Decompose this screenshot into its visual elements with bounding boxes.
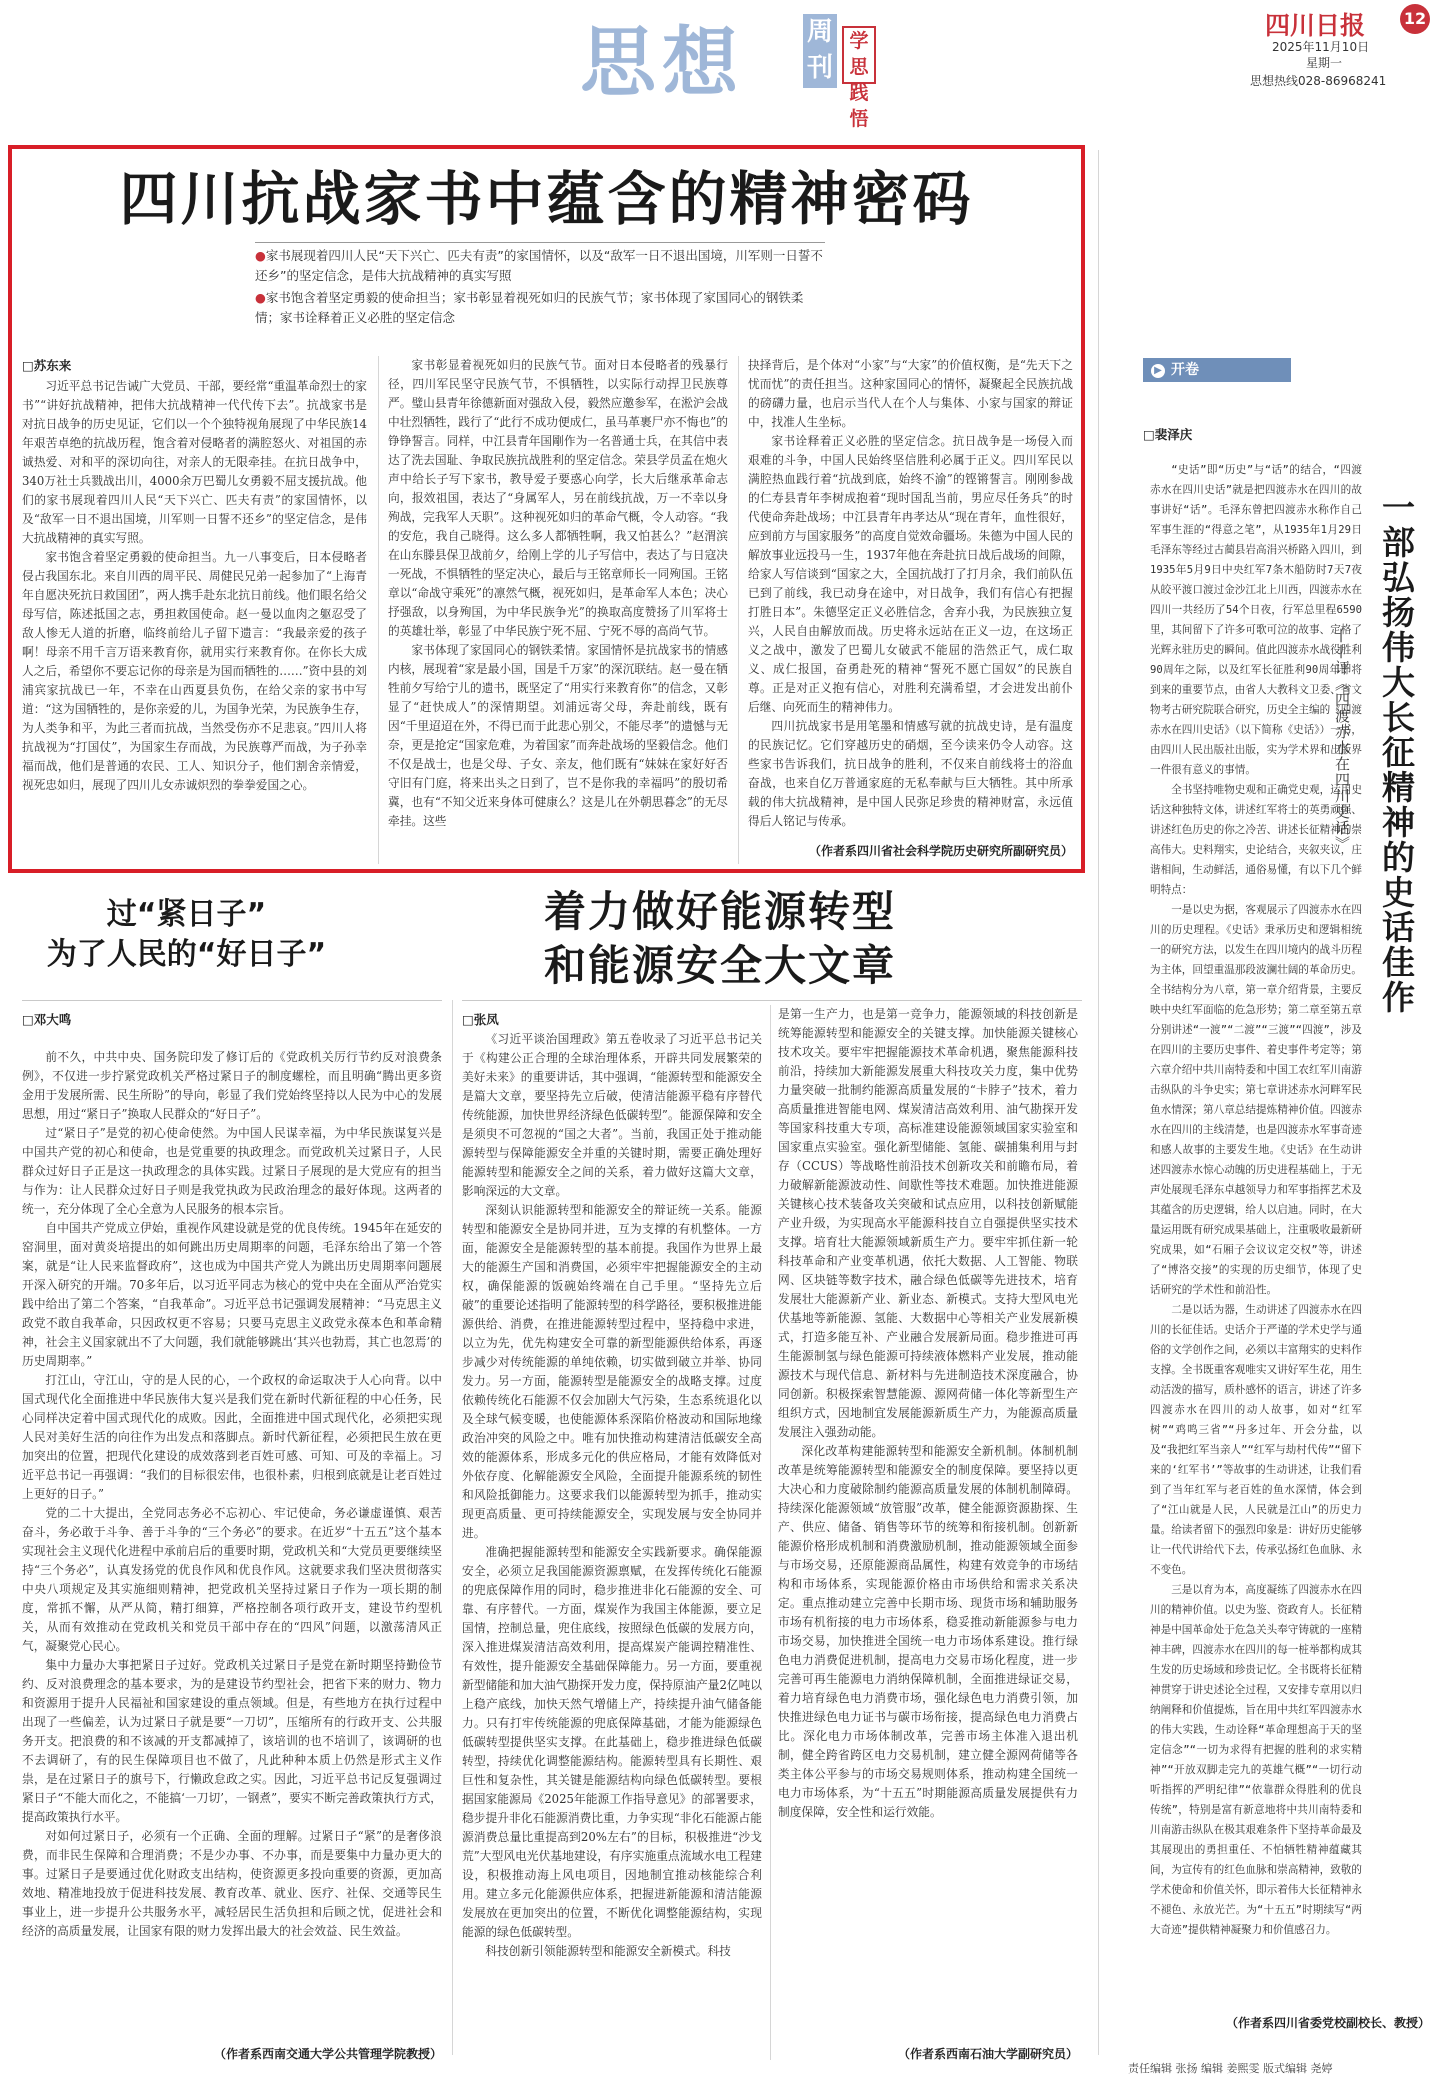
article-subtitle: ——评《四渡赤水在四川史话》	[1333, 628, 1351, 852]
paragraph: 前不久，中共中央、国务院印发了修订后的《党政机关厉行节约反对浪费条例》，不仅进一步拧紧党政机关严格过紧日子的制度螺栓，而且明确“腾出更多资金用于发展所需、民生所盼”的导向，彰显了我们党始终坚持以人民为中心的发展思想，用过“紧日子”换取人民群众的“好日子”。	[22, 1050, 442, 1121]
paragraph: 三是以育为本，高度凝练了四渡赤水在四川的精神价值。以史为鉴、资政育人。长征精神是中国革命处于危急关头奉守铸就的一座精神丰碑，四渡赤水在四川的每一桩举都构成其生发的历史场域和珍贵记忆。全书既将长征精神贯穿于讲史述论全过程，又安排专章用以归纳阐释和价值提炼，旨在用中共红军四渡赤水的伟大实践，生动诠释“革命理想高于天的坚定信念”“一切为求得有把握的胜利的求实精神”“开放双脚走完九的英雄气概”“一切行动听指挥的严明纪律”“依靠群众得胜利的优良传统”，特别是富有新意地将中共川南特委和川南游击纵队在极其艰难条件下坚持革命最及其展现出的勇担重任、不怕牺牲精神蕴藏其间，为宣传有的红色血脉和崇高精神，致敬的学术使命和价值关怀，即示着伟大长征精神永不褪色、永放光芒。为“十五五”时期续写“两大奇迹”提供精神凝聚力和价值感召力。	[1150, 1584, 1362, 1936]
author-credit: （作者系西南交通大学公共管理学院教授）	[213, 2047, 442, 2061]
paragraph: 深刻认识能源转型和能源安全的辩证统一关系。能源转型和能源安全是协同并进，互为支撑的有机整体。一方面，能源安全是能源转型的基本前提。我国作为世界上最大的能源生产国和消费国，必须牢牢把握能源安全的主动权，确保能源的饭碗始终端在自己手里。“坚持先立后破”的重要论述指明了能源转型的科学路径，要积极推进能源供给、消费，在推进能源转型过程中，坚持稳中求进，以立为先，优先构建安全可靠的新型能源供给体系，再逐步减少对传统能源的单纯依赖，切实做到破立并举、协同发力。另一方面，能源转型是能源安全的战略支撑。过度依赖传统化石能源不仅会加剧大气污染，生态系统退化以及全球气候变暖，也使能源体系深陷价格波动和国际地缘政治冲突的风险之中。唯有加快推动构建清洁低碳安全高效的能源体系，形成多元化的供应格局，才能有效降低对外依存度、化解能源安全风险，全面提升能源系统的韧性和风险抵御能力。这要求我们以能源转型为抓手，推动实现更高质量、更可持续能源安全，实现发展与安全协同并进。	[462, 1203, 762, 1540]
paragraph: 集中力量办大事把紧日子过好。党政机关过紧日子是党在新时期坚持勤俭节约、反对浪费理念的基本要求，为的是建设节约型社会，把省下来的财力、物力和资源用于提升人民福祉和国家建设的重点领域。但是，有些地方在执行过程中出现了一些偏差，认为过紧日子就是要“一刀切”，压缩所有的行政开支、公共服务开支。把浪费的和不该减的开支都减掉了，该培训的也不培训了，该调研的也不去调研了，有的民生保障项目也不做了，凡此种种本质上仍然是形式主义作祟，是在过紧日子的旗号下，行懒政怠政之实。因此，习近平总书记反复强调过紧日子“不能大而化之，不能搞‘一刀切’，一钢煮”，要实不断完善政策执行方式，提高政策执行水平。	[22, 1658, 442, 1824]
paragraph: 科技创新引领能源转型和能源安全新模式。科技	[485, 1944, 731, 1958]
weekly-label: 周刊	[803, 14, 837, 88]
article-title	[14, 895, 359, 975]
author-credit: （作者系四川省委党校副校长、教授）	[1225, 2016, 1430, 2030]
summary-point: 家书展现着四川人民“天下兴亡、匹夫有责”的家国情怀，以及“敌军一日不退出国境，川军则一日誓不还乡”的坚定信念，是伟大抗战精神的真实写照	[255, 248, 823, 283]
column-divider	[770, 1005, 771, 2060]
kaijuan-tag	[1143, 358, 1291, 382]
article-author: □张凤	[462, 1012, 499, 1027]
article-title: 一部弘扬伟大长征精神的史话佳作	[1377, 490, 1416, 1015]
column-divider	[738, 356, 739, 864]
title-line: 和能源安全大文章	[543, 941, 896, 990]
newspaper-name: 四川日报	[1265, 11, 1366, 40]
paragraph: 准确把握能源转型和能源安全实践新要求。确保能源安全，必须立足我国能源资源禀赋，在发挥传统化石能源的兜底保障作用的同时，稳步推进非化石能源的安全、可靠、有序替代。一方面，煤炭作为我国主体能源，要立足国情，控制总量，兜住底线，按照绿色低碳的发展方向，深入推进煤炭清洁高效利用，提高煤炭产能调控精准性、有效性，提升能源安全基础保障能力。另一方面，要重视新型储能和加大油气勘探开发力度，保持原油产量2亿吨以上稳产底线，加快天然气增储上产，持续提升油气储备能力。只有打牢传统能源的兜底保障基础，才能为能源绿色低碳转型提供坚实支撑。在此基础上，稳步推进绿色低碳转型，持续优化调整能源结构。能源转型具有长期性、艰巨性和复杂性，其关键是能源结构向绿色低碳转型。要根据国家能源局《2025年能源工作指导意见》的部署要求，稳步提升非化石能源消费比重，力争实现“非化石能源占能源消费总量比重提高到20%左右”的目标，积极推进“沙戈荒”大型风电光伏基地建设，有序实施重点流域水电工程建设，积极推动海上风电项目，因地制宜推动核能综合利用。建立多元化能源供应体系，把握进新能源和清洁能源发展放在更加突出的位置，不断优化调整能源结构，实现能源的绿色低碳转型。	[462, 1545, 762, 1939]
publish-date: 2025年11月10日	[1272, 40, 1370, 54]
author-credit: （作者系西南石油大学副研究员）	[897, 2047, 1078, 2061]
paragraph: 是第一生产力，也是第一竞争力，能源领域的科技创新是统筹能源转型和能源安全的关键支撑。加快能源关键核心技术攻关。要牢牢把握能源技术革命机遇，聚焦能源科技前沿，持续加大新能源发展重大科技攻关力度，集中优势力量突破一批制约能源高质量发展的“卡脖子”技术，着力高质量推进智能电网、煤炭清洁高效利用、油气勘探开发等国家科技重大专项，高标准建设能源领域国家实验室和国家重点实验室。强化新型储能、氢能、碳捕集利用与封存（CCUS）等战略性前沿技术创新攻关和前瞻布局，着力破解新能源波动性、间歇性等技术难题。加快推进能源关键核心技术装备攻关突破和试点应用，以科技创新赋能产业升级，为实现高水平能源科技自立自强提供坚实技术支撑。培育壮大能源领域新质生产力。要牢牢抓住新一轮科技革命和产业变革机遇，依托大数据、人工智能、物联网、区块链等数字技术，融合绿色低碳等先进技术，培育发展壮大能源新产业、新业态、新模式。支持大型风电光伏基地等新能源、氢能、大数据中心等相关产业发展新模式，打造多能互补、产业融合发展新局面。稳步推进可再生能源制氢与绿色能源可持续液体燃料产业发展，推动能源技术与现代信息、新材料与先进制造技术深度融合，协同创新。积极探索智慧能源、源网荷储一体化等新型生产组织方式，因地制宜发展能源新质生产力，为能源高质量发展注入强劲动能。	[778, 1007, 1078, 1439]
article-column	[748, 356, 1073, 834]
paragraph: 对如何过紧日子，必须有一个正确、全面的理解。过紧日子“紧”的是奢侈浪费，而非民生保障和合理消费；不是少办事、不办事，而是要集中力量办更大的事。过紧日子是要通过优化财政支出结构，使资源更多投向重要的资源，更加高效地、精准地投放于促进科技发展、教育改革、就业、医疗、社保、交通等民生事业上，进一步提升公共服务水平，减轻居民生活负担和后顾之忧，促进社会和经济的高质量发展，让国家有限的财力发挥出最大的社会效益、民生效益。	[22, 1829, 442, 1938]
article-author: □邓大鸣	[22, 1012, 72, 1027]
paragraph: 抉择背后，是个体对“小家”与“大家”的价值权衡，是“先天下之忧而忧”的责任担当。这种家国同心的情怀，凝聚起全民族抗战的磅礴力量，也启示当代人在个人与集体、小家与国家的辩证中，找准人生坐标。	[748, 358, 1073, 429]
paragraph: 党的二十大提出，全党同志务必不忘初心、牢记使命，务必谦虚谨慎、艰苦奋斗，务必敢于斗争、善于斗争的“三个务必”的要求。在近岁“十五五”这个基本实现社会主义现代化进程中承前启后的重要时期，党政机关和“大党员更要继续坚持“三个务必”，认真发扬党的优良作风和优良作风。这就要求我们坚决贯彻落实中央八项规定及其实施细则精神，把党政机关坚持过紧日子作为一项长期的制度，常抓不懈，从严从简，精打细算，严格控制各项行政开支，建设节约型机关，从而有效推动在党政机关和党员干部中存在的“四风”问题，以激荡清风正气，凝聚党心民心。	[22, 1506, 442, 1653]
paragraph: 自中国共产党成立伊始，重视作风建设就是党的优良传统。1945年在延安的窑洞里，面对黄炎培提出的如何跳出历史周期率的问题，毛泽东给出了第一个答案，就是“让人民来监督政府”，这也成为中国共产党人为跳出历史周期率问题展开深入研究的开端。70多年后，以习近平同志为核心的党中央在全面从严治党实践中给出了第二个答案，“自我革命”。习近平总书记强调发展精神：“马克思主义政党不敢自我革命，只因政权更不容易；只要马克思主义政党永葆本色和革命精神，社会主义国家就出不了大问题，我们就能够跳出‘其兴也勃焉，其亡也忽焉’的历史周期率。”	[22, 1221, 442, 1368]
summary-point: 家书饱含着坚定勇毅的使命担当；家书彰显着视死如归的民族气节；家书体现了家国同心的钢铁柔情；家书诠释着正义必胜的坚定信念	[255, 290, 804, 325]
play-icon: ▶	[1151, 364, 1165, 378]
author-credit: （作者系四川省社会科学院历史研究所副研究员）	[808, 844, 1073, 858]
title-line: 过“紧日子”	[106, 897, 267, 932]
paragraph: 打江山，守江山，守的是人民的心，一个政权的命运取决于人心向背。以中国式现代化全面推进中华民族伟大复兴是我们党在新时代新征程的中心任务，民心同样决定着中国式现代化的成败。因此，全面推进中国式现代化，必须把实现人民对美好生活的向往作为出发点和落脚点。新时代新征程，必须把民生放在更加突出的位置，把现代化建设的成效落到老百姓可感、可知、可及的幸福上。习近平总书记一再强调：“我们的目标很宏伟，也很朴素，归根到底就是让老百姓过上更好的日子。”	[22, 1373, 442, 1501]
article-title: 四川抗战家书中蕴含的精神密码	[119, 165, 974, 233]
column-divider	[452, 1000, 453, 2055]
paragraph: 二是以话为器，生动讲述了四渡赤水在四川的长征佳话。史话介于严谨的学术史学与通俗的文学创作之间，必须以丰富翔实的史料作支撑。全书既重客观唯实又讲好军生花，用生动活泼的描写，质朴感怀的语言，讲述了许多四渡赤水在四川的动人故事，如对“红军树”“鸡鸣三省”“丹多过年、开会分盐，以及“我把红军当亲人”“红军与劫村代传”“留下来的‘红军书’”等故事的生动讲述，让我们看到了当年红军与老百姓的鱼水深情，体会到了“江山就是人民，人民就是江山”的历史力量。给读者留下的强烈印象是：讲好历史能够让一代代讲给代下去，传承弘扬红色血脉、永不变色。	[1150, 1304, 1362, 1576]
article-column	[22, 377, 367, 865]
article-summary	[255, 246, 825, 330]
article-column	[1150, 460, 1362, 2010]
title-line: 着力做好能源转型	[543, 887, 896, 936]
title-line: 为了人民的“好日子”	[46, 937, 327, 972]
article-column	[462, 1030, 762, 2060]
column-divider	[1098, 150, 1099, 2055]
tag-label: 开卷	[1171, 362, 1199, 378]
paragraph: “史话”即“历史”与“话”的结合，“四渡赤水在四川史话”就是把四渡赤水在四川的故事讲好“话”。毛泽东曾把四渡赤水称作自己军事生涯的“得意之笔”，从1935年1月29日毛泽东等经过古蔺县岩高涓兴桥路入四川，到1935年5月9日中央红军7条木船防时7天7夜从皎平渡口渡过金沙江北上川西，四渡赤水在四川一共经历了54个日夜，行军总里程6590里，其间留下了许多可歌可泣的故事、定格了光辉永驻历史的瞬间。值此四渡赤水战役胜利90周年之际，以及红军长征胜利90周年即将到来的重要节点，由省人大教科文卫委、省文物考古研究院联合研究，历史全主编的《四渡赤水在四川史话》（以下简称《史话》）一书，由四川人民出版社出版，实为学术界和出版界一件很有意义的事情。	[1150, 464, 1362, 776]
article-author: □裴泽庆	[1143, 427, 1193, 442]
column-divider	[378, 356, 379, 864]
paragraph: 深化改革构建能源转型和能源安全新机制。体制机制改革是统筹能源转型和能源安全的制度保障。要坚持以更大决心和力度破除制约能源高质量发展的体制机制障碍。持续深化能源领域“放管服”改革，健全能源资源勘探、生产、供应、储备、销售等环节的统筹和衔接机制。创新新能源价格形成机制和消费激励机制，推动能源领域全面参与市场交易，还原能源商品属性，构建有效竞争的市场结构和市场体系，实现能源价格由市场供给和需求关系决定。重点推动建立完善中长期市场、现货市场和辅助服务市场有机衔接的电力市场体系，稳妥推动新能源参与电力市场交易，加快推进全国统一电力市场体系建设。推行绿色电力消费促进机制，提高电力交易市场化程度，进一步完善可再生能源电力消纳保障机制，全面推进绿证交易，着力培育绿色电力消费市场，强化绿色电力消费引领，加快推进绿色电力证书与碳市场衔接，提高绿色电力消费占比。深化电力市场体制改革，完善市场主体准入退出机制，健全跨省跨区电力交易机制，建立健全源网荷储等各类主体公平参与的市场交易规则体系，推动构建全国统一电力市场体系，为“十五五”时期能源高质量发展提供有力制度保障，安全性和运行效能。	[778, 1444, 1078, 1819]
paragraph: 全书坚持唯物史观和正确党史观，运用史话这种独特文体，讲述红军将士的英勇顽强、讲述红色历史的你之冷苦、讲述长征精神的崇高伟大。史料翔实，史论结合，夹叙夹议，庄谐相间，生动鲜活，通俗易懂，有以下几个鲜明特点：	[1150, 784, 1362, 896]
section-divider	[462, 1000, 1082, 1001]
hotline: 思想热线028-86968241	[1250, 74, 1387, 88]
page-number: 12	[1400, 4, 1430, 34]
bullet-icon: ●	[255, 248, 266, 263]
editor-credits: 责任编辑 张扬 编辑 姜熙雯 版式编辑 尧婷	[1128, 2062, 1333, 2075]
article-column	[778, 1005, 1078, 2037]
publish-weekday: 星期一	[1306, 56, 1343, 70]
paragraph: 习近平总书记告诫广大党员、干部，要经常“重温革命烈士的家书”“讲好抗战精神，把伟大抗战精神一代代传下去”。抗战家书是对抗日战争的历史见证，它们以一个个独特视角展现了中华民族14年艰苦卓绝的抗战历程，饱含着对侵略者的满腔怒火、对祖国的赤诚热爱、对和平的深切向往，对亲人的无限牵挂。在抗日战争中，340万社士兵戮战出川，4000余万巴蜀儿女勇毅不屈支援抗战。他们的家书展现着四川人民“天下兴亡、匹夫有责”的家国情怀，以及“敌军一日不退出国境，川军则一日誓不还乡”的坚定信念，是伟大抗战精神的真实写照。	[22, 379, 367, 545]
summary-divider	[255, 242, 825, 243]
bullet-icon: ●	[255, 290, 266, 305]
section-title: 思想	[580, 18, 744, 107]
paragraph: 家书诠释着正义必胜的坚定信念。抗日战争是一场侵入而艰难的斗争，中国人民始终坚信胜利必属于正义。四川军民以满腔热血践行着“抗战到底，始终不渝”的铿锵誓言。刚刚参战的仁寿县青年李树成抱着“现时国乱当前，男应尽任务兵”的时代使命奔赴战场；中江县青年冉孝达从“现在青年，血性很好，应到前方与国家服务”的高度自觉效命疆场。朱德为中国人民的解放事业远投马一生，1937年他在奔赴抗日战后战场的间隙，给家人写信谈到“国家之大，全国抗战打了打月余，我们前队伍已到了前线，我已动身在途中，对日战争，我们有信心有把握打胜日本”。朱德坚定正义必胜信念，舍弃小我，为民族独立复兴，人民自由解放而战。历史将永远站在正义一边，在这场正义之战中，激发了巴蜀儿女破武不能屈的浩然正气，成仁取义、成仁报国，奋勇赴死的精神“誓死不愿亡国奴”的民族自尊。正是对正义抱有信心，对胜利充满希望，才会进发出前仆后继、向死而生的精神伟力。	[748, 434, 1073, 714]
article-column	[22, 1048, 442, 2038]
paragraph: 过“紧日子”是党的初心使命使然。为中国人民谋幸福，为中华民族谋复兴是中国共产党的初心和使命，也是党重要的执政理念。而党政机关过紧日子，人民群众过好日子正是这一执政理念的具体实践。过紧日子展现的是大党应有的担当与作为：让人民群众过好日子则是我党执政为民政治理念的最好体现。这两者的统一，充分体现了全心全意为人民服务的根本宗旨。	[22, 1126, 442, 1216]
paragraph: 家书体现了家国同心的钢铁柔情。家国情怀是抗战家书的情感内核，展现着“家是最小国，国是千万家”的深沉联结。赵一曼在牺牲前夕写给宁儿的遗书，既坚定了“用实行来教育你”的信念，又彰显了“赶快成人”的深情期望。刘浦远寄父母，奔赴前线，既有因“千里迢迢在外，不得已而于此悲心别父，不能尽孝”的遗憾与无奈，更是抢定“国家危难，为着国家”而奔赴战场的坚毅信念。他们不仅是战士，也是父母、子女、亲友，他们既有“妹妹在家好好否守旧有门庭，将来出头之日到了，岂不是你我的幸福吗”的殷切希冀，也有“不知父近来身体可健康么？这是儿在外朝思暮念”的无尽牵挂。这些	[388, 643, 728, 828]
column-label: 学思践悟	[842, 26, 876, 84]
paragraph: 家书饱含着坚定勇毅的使命担当。九一八事变后，日本侵略者侵占我国东北。来自川西的周平民、周健民兄弟一起参加了“上海青年自愿决死抗日救国团”，两人携手赴东北抗日前线。他们眼名给父母写信，陈述抵国之志，勇担救国使命。赵一曼以血肉之躯忍受了敌人惨无人道的折磨，临终前给儿子留下遗言：“我最亲爱的孩子啊！母亲不用千言万语来教育你，就用实行来教育你。在你长大成人之后，希望你不要忘记你的母亲是为国而牺牲的……”资中县的刘浦宾家抗战已一年，不幸在山西夏县负伤，在给父亲的家书中写道：“这为国牺牲的，是你亲爱的儿，为国争光荣，为民族争生存，为人类争和平，为此三者而抗战，当然受伤亦不足悲哀。”四川人将抗战视为“打国仗”，为国家生存而战，为民族尊严而战，为子孙幸福而战，他们是普通的农民、工人、知识分子，他们割舍亲情爱，视死忠如归，展现了四川儿女赤诚炽烈的拳拳爱国之心。	[22, 550, 367, 792]
paragraph: 《习近平谈治国理政》第五卷收录了习近平总书记关于《构建公正合理的全球治理体系，开辟共同发展繁荣的美好未来》的重要讲话，其中强调，“能源转型和能源安全是篇大文章，要坚持先立后破，使清洁能源平稳有序替代传统能源，加快世界经济绿色低碳转型”。能源保障和安全是须臾不可忽视的“国之大者”。当前，我国正处于推动能源转型与保障能源安全并重的关键时期，需要正确处理好能源转型和能源安全之间的关系，着力做好这篇大文章，影响深远的大文章。	[462, 1032, 762, 1198]
article-title	[470, 885, 970, 993]
article-column	[388, 356, 728, 865]
paragraph: 家书彰显着视死如归的民族气节。面对日本侵略者的残暴行径，四川军民坚守民族气节，不惧牺牲，以实际行动捍卫民族尊严。璧山县青年徐德新面对强敌入侵，毅然应邀参军，在淞沪会战中壮烈牺牲，践行了“此行不成功便成仁，虽马革裹尸亦不悔也”的铮铮誓言。同样，中江县青年国剛作为一名普通士兵，在其信中表达了洗去国耻、争取民族抗战胜利的坚定信念。荣县学员孟在炮火声中给长子写下家书，教导爱子要惑心向学，长大后继承革命志向，报效祖国，表达了“身属军人，另在前线抗战，万一不幸以身殉战，完我军人天职”。这种视死如归的革命气概，令人动容。“我的安危，我自己晓得。这么多人都牺牲啊，我又怕甚么？”赵渭滨在山东滕县保卫战前夕，给刚上学的儿子写信中，表达了与日寇决一死战，不惧牺牲的坚定决心，最后与王铭章师长一同殉国。王铭章以“命战守乘死”的凛然气概，视死如归，是革命军人本色；决心抒强敌，以身殉国，为中华民族争光”的换取高度赞扬了川军将士的英雄壮举，彰显了中华民族宁死不屈、宁死不辱的高尚气节。	[388, 358, 728, 638]
article-author: □苏东来	[22, 358, 72, 373]
paragraph: 一是以史为据，客观展示了四渡赤水在四川的历史理程。《史话》秉承历史和逻辑相统一的研究方法，以发生在四川境内的战斗历程为主体，回望重温那段波澜壮阔的革命历史。全书结构分为八章，第一章介绍背景，主要反映中央红军面临的危急形势；第二章至第五章分别讲述“一渡”“二渡”“三渡”“四渡”，涉及在四川的主要历史事件、着史事件考定等；第六章介绍中共川南特委和中国工农红军川南游击纵队的斗争史实；第七章讲述赤水河畔军民鱼水情深；第八章总结提炼精神价值。四渡赤水在四川的主线清楚，也是四渡赤水军事奇迹和感人故事的主要发生地。《史话》在生动讲述四渡赤水惊心动魄的历史进程基础上，于无声处展现毛泽东卓越领导力和军事指挥艺术及其蕴含的历史逻辑，给人以启迪。同时，在大量运用既有研究成果基础上，注重吸收最新研究成果，如“石厢子会议议定交权”等，讲述了“博洛交接”的实现的历史细节，体现了史话研究的学术性和前沿性。	[1150, 904, 1362, 1296]
section-divider	[22, 1000, 442, 1001]
paragraph: 四川抗战家书是用笔墨和情感写就的抗战史诗，是有温度的民族记忆。它们穿越历史的硝烟，至今读来仍令人动容。这些家书告诉我们，抗日战争的胜利，不仅来自前线将士的浴血奋战，也来自亿万普通家庭的无私奉献与巨大牺牲。其中所承载的伟大抗战精神，是中国人民弥足珍贵的精神财富，永远值得后人铭记与传承。	[748, 719, 1073, 828]
